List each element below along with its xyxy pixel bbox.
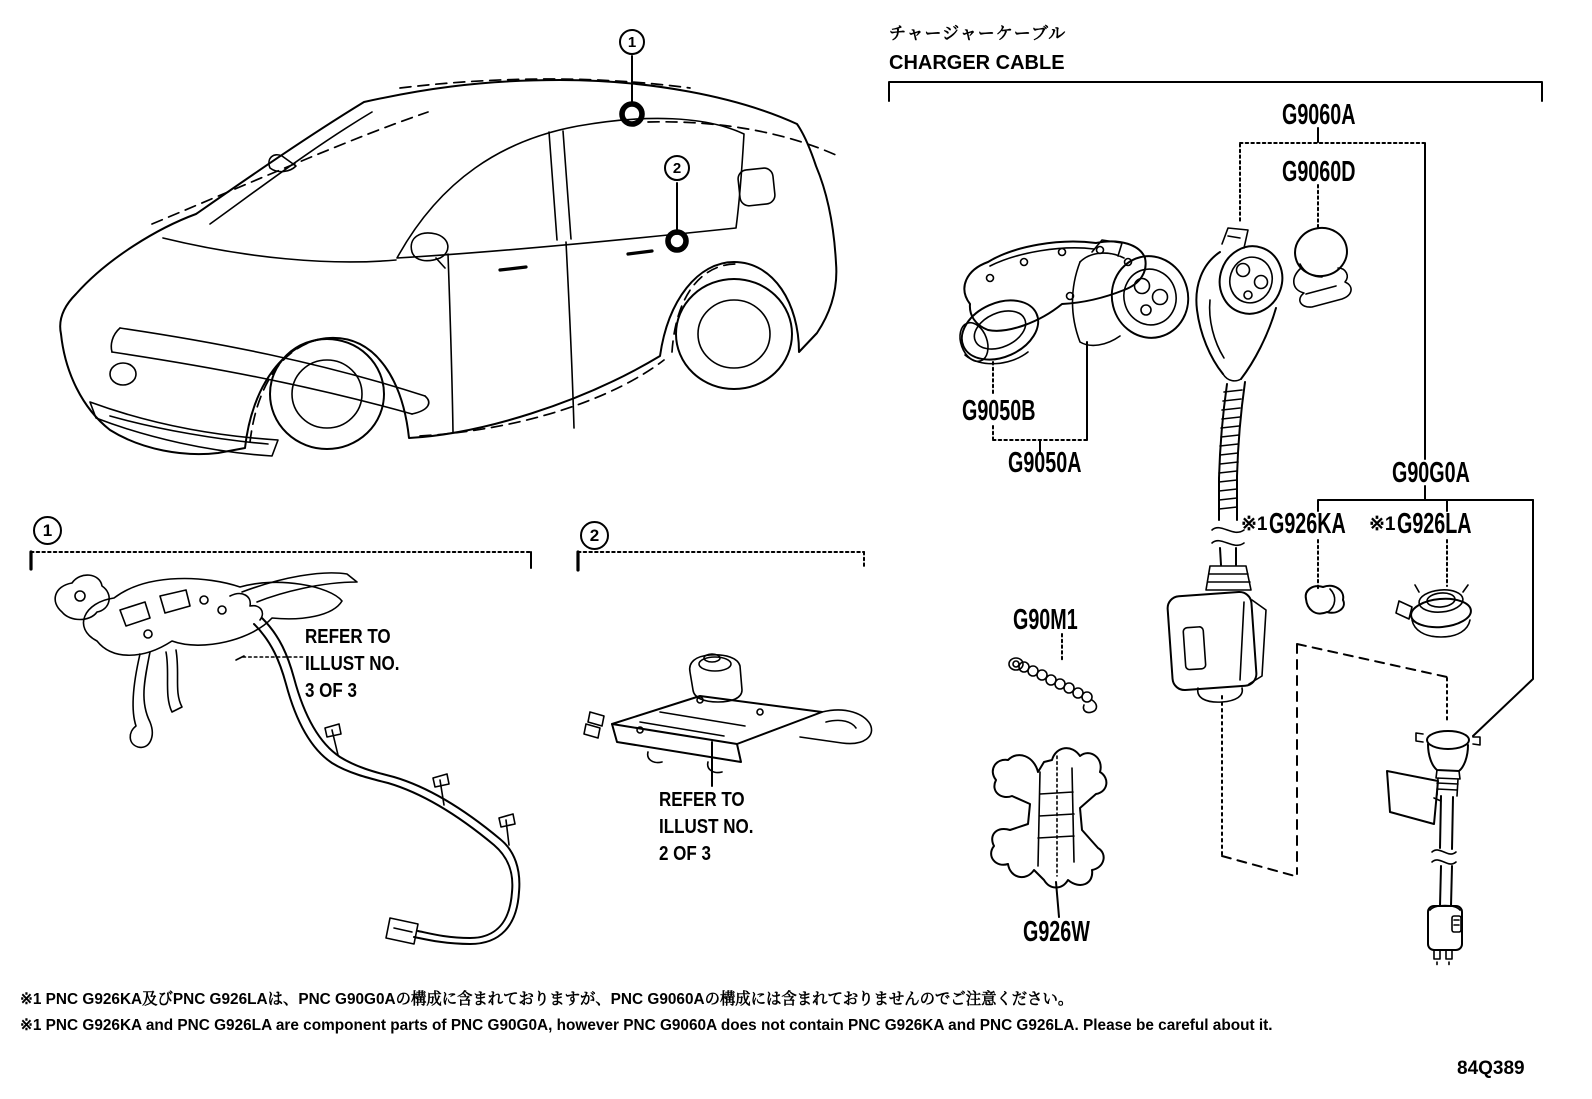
charge-port-marker-quarter: [668, 232, 686, 250]
label-g9060a: [1282, 101, 1390, 130]
charge-connector-illustration: [1196, 228, 1291, 381]
refer-note-ecu-line3: 2 OF 3: [659, 843, 711, 865]
label-g9060d: [1282, 158, 1390, 187]
plug-illustration: [1387, 731, 1480, 966]
label-g926w: [1023, 918, 1121, 947]
label-g90g0a-text: G90G0A: [1392, 457, 1470, 489]
label-g926la-footnote-mark: ※1: [1369, 514, 1396, 535]
label-g90m1: [1013, 606, 1108, 635]
section-2-number: 2: [589, 525, 600, 545]
footnote-english: ※1 PNC G926KA and PNC G926LA are component parts of PNC G90G0A, however PNC G9060A does not contain PNC G926KA and PNC G926LA. Please be careful about it.: [20, 1017, 1273, 1034]
car-callout-2: [664, 155, 690, 181]
label-g926ka-text: G926KA: [1268, 508, 1346, 540]
label-g926ka: [1241, 510, 1381, 539]
section-2-badge: [580, 521, 609, 550]
label-g9060a-text: G9060A: [1282, 99, 1356, 131]
refer-note-ecu-line2: ILLUST NO.: [659, 816, 754, 838]
label-g9050b-text: G9050B: [962, 395, 1036, 427]
grommet-illustration: [1306, 586, 1344, 614]
charge-port-marker-roof: [622, 104, 642, 124]
label-g926ka-footnote-mark: ※1: [1241, 514, 1268, 535]
label-g9050b: [962, 397, 1070, 426]
charger-cable-bracket: [889, 82, 1542, 101]
label-g9060d-text: G9060D: [1282, 156, 1356, 188]
footnote-japanese: ※1 PNC G926KA及びPNC G926LAは、PNC G90G0Aの構成に含まれておりますが、PNC G9060Aの構成には含まれておりませんのでご注意ください。: [20, 991, 1074, 1008]
page-title-english: CHARGER CABLE: [889, 52, 1065, 74]
harness-illustration: [55, 573, 519, 944]
section-1-badge: [33, 516, 62, 545]
refer-note-ecu: [659, 787, 753, 868]
refer-note-harness: [305, 624, 399, 705]
clamp-illustration: [1009, 634, 1097, 713]
callout-2-marker: [668, 183, 686, 250]
car-illustration: [60, 79, 838, 456]
callout-1-marker: [622, 56, 642, 124]
section-2-bracket: [578, 552, 864, 570]
car-callout-1-number: 1: [627, 33, 637, 51]
label-g90g0a: [1392, 459, 1506, 488]
label-g926w-text: G926W: [1023, 916, 1090, 948]
car-callout-1: [619, 29, 645, 55]
cap-illustration: [1396, 585, 1472, 637]
holster-illustration: [952, 241, 1145, 371]
section-1-bracket: [31, 552, 531, 569]
label-g9050a-text: G9050A: [1008, 447, 1082, 479]
refer-note-harness-line1: REFER TO: [305, 626, 391, 648]
label-g926la: [1369, 510, 1506, 539]
page-title-japanese: チャージャーケーブル: [889, 24, 1067, 43]
refer-note-harness-line3: 3 OF 3: [305, 680, 357, 702]
gun-connector-illustration: [1073, 240, 1197, 346]
inlet-cap-illustration: [1291, 224, 1351, 307]
car-callout-2-number: 2: [672, 159, 682, 177]
label-g90m1-text: G90M1: [1013, 604, 1078, 636]
refer-note-harness-line2: ILLUST NO.: [305, 653, 400, 675]
holder-illustration: [991, 748, 1106, 917]
refer-note-ecu-line1: REFER TO: [659, 789, 745, 811]
drawing-number: 84Q389: [1457, 1058, 1525, 1079]
ecu-illustration: [584, 654, 872, 786]
label-g9050a: [1008, 449, 1116, 478]
section-1-number: 1: [42, 520, 53, 540]
label-g926la-text: G926LA: [1396, 508, 1472, 540]
tag-flag: [1387, 771, 1438, 824]
